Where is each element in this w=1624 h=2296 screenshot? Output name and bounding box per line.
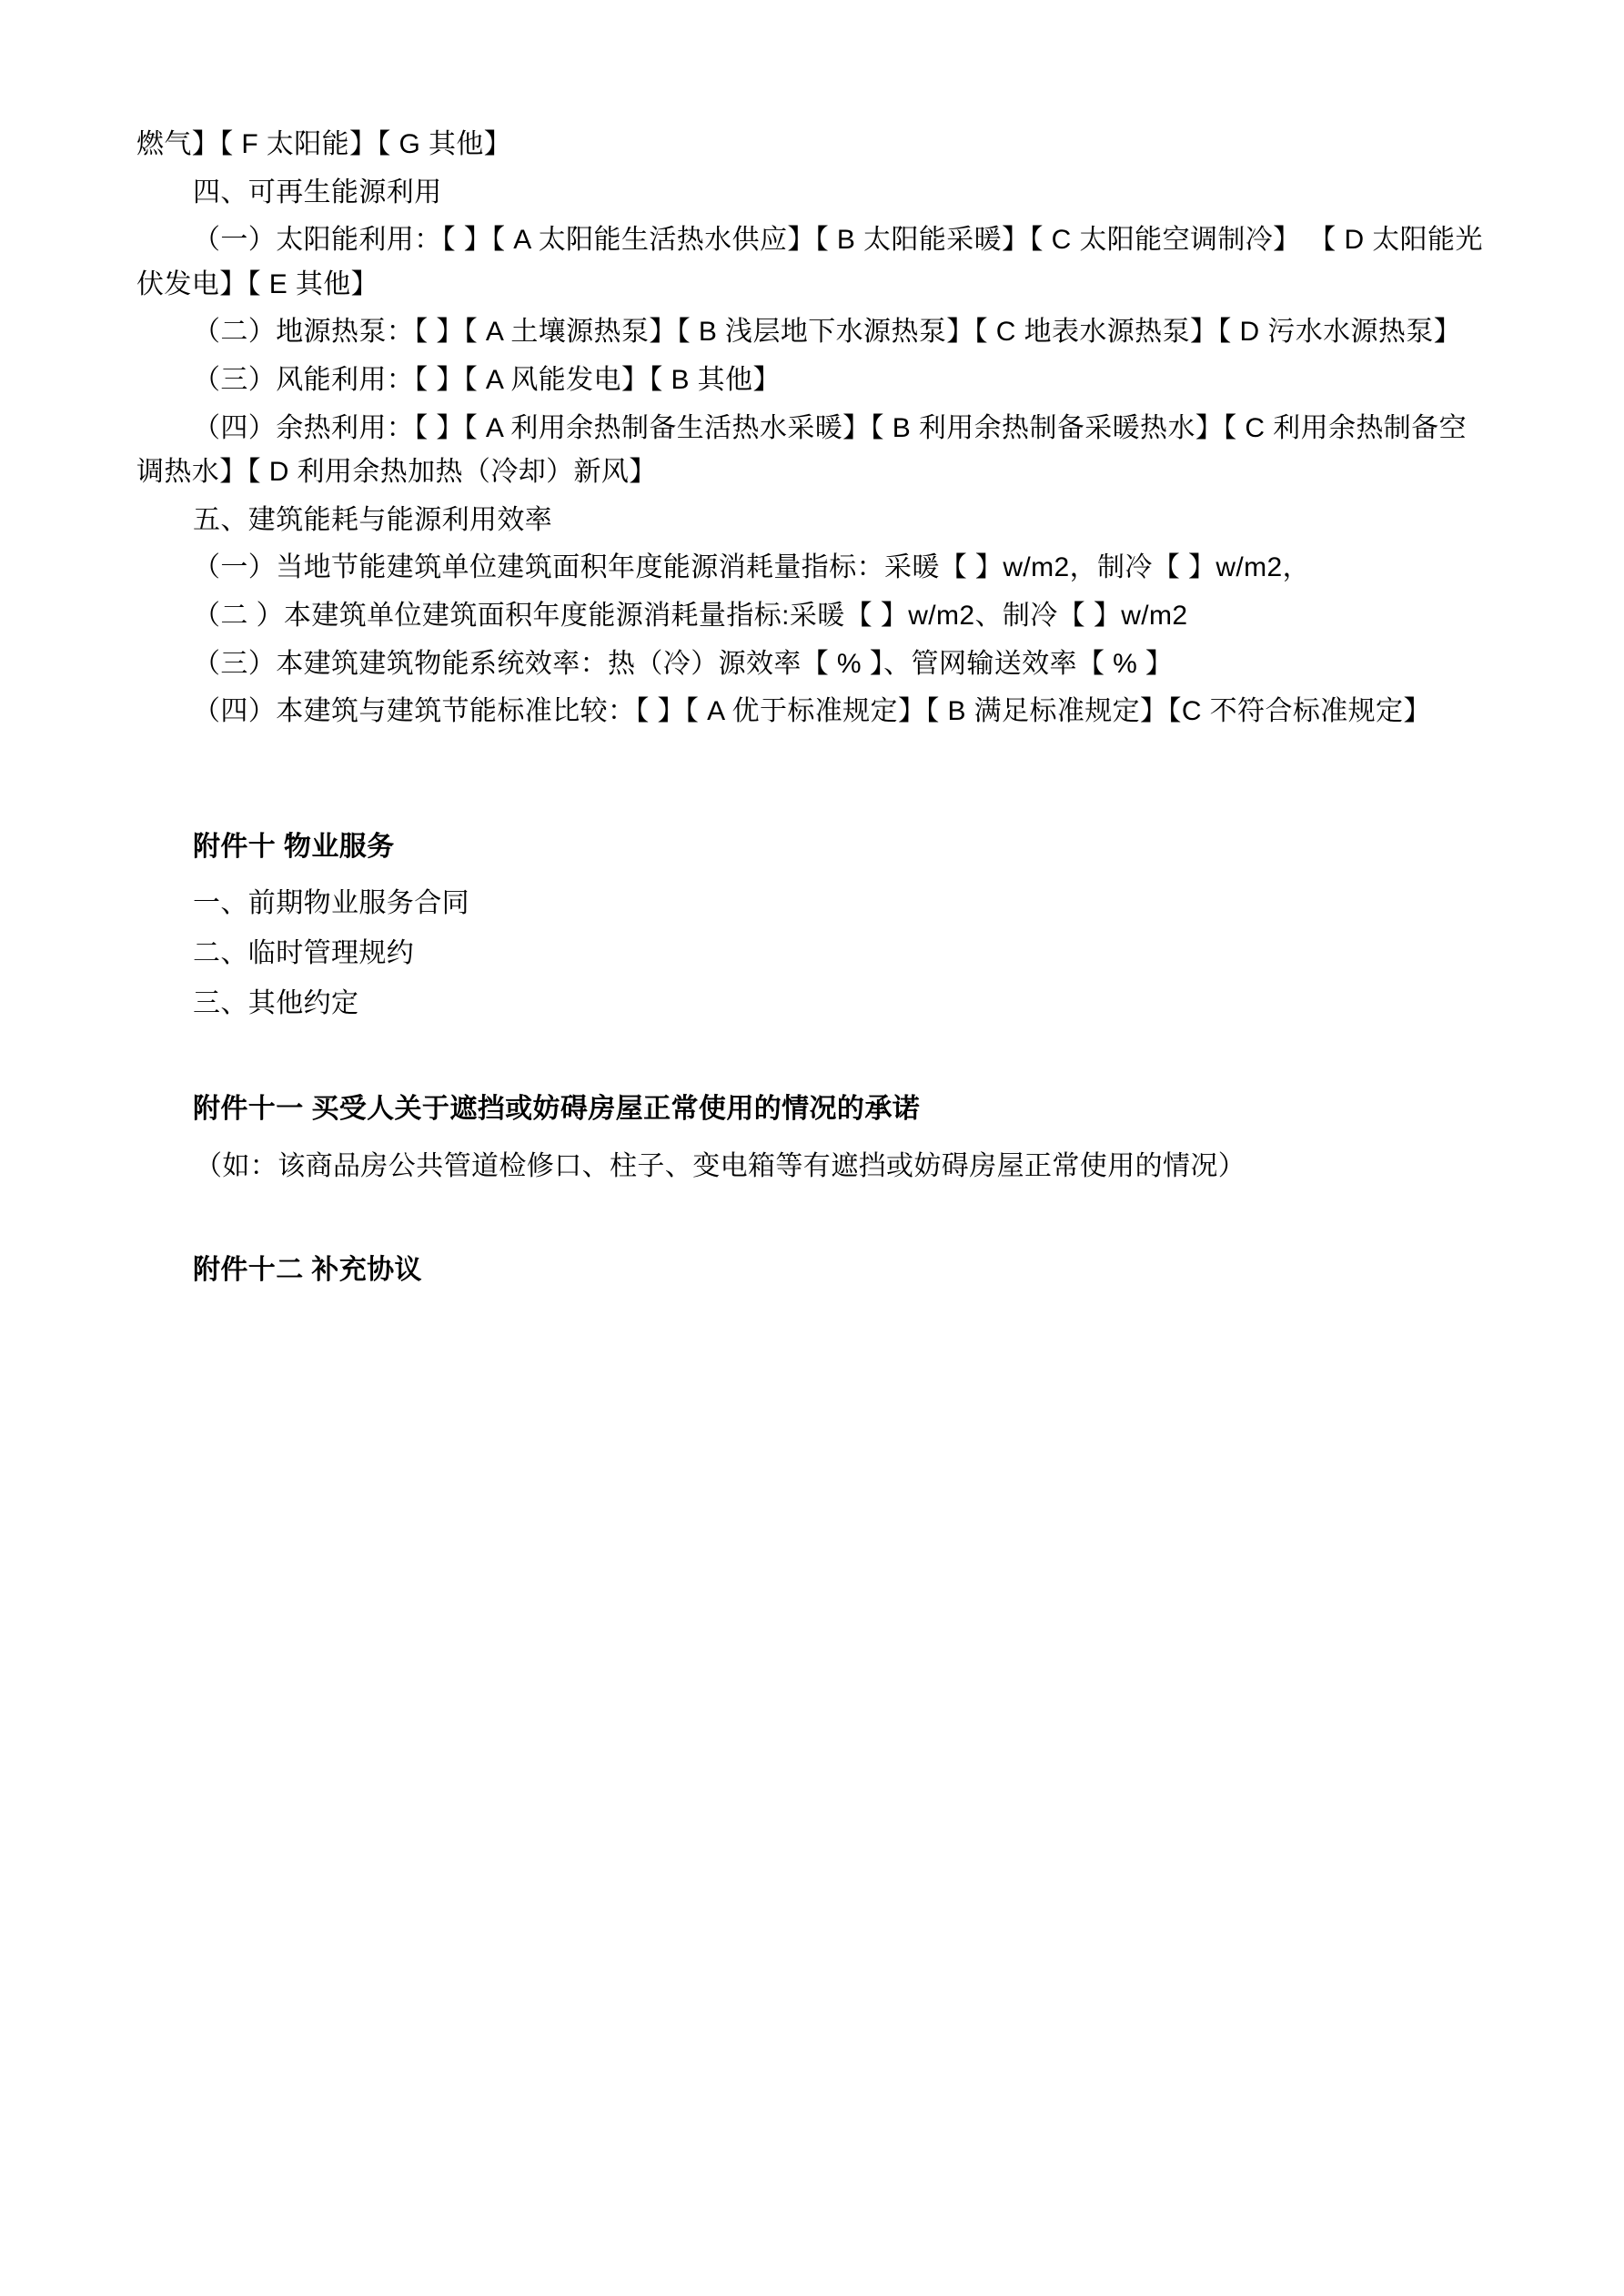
attachment-11-note: （如：该商品房公共管道检修口、柱子、变电箱等有遮挡或妨碍房屋正常使用的情况）	[195, 1150, 1246, 1181]
attachment-11-title: 附件十一 买受人关于遮挡或妨碍房屋正常使用的情况的承诺	[193, 1094, 921, 1125]
section-5-item-2: （二 ）本建筑单位建筑面积年度能源消耗量指标:采暖【 】w/m2、制冷【 】w/m2	[193, 600, 1188, 631]
section-4-item-2: （二）地源热泵：【 】【 A 土壤源热泵】【 B 浅层地下水源热泵】【 C 地表水源热泵】【 D 污水水源热泵】	[193, 317, 1462, 348]
section-4-item-1: （一）太阳能利用：【 】【 A 太阳能生活热水供应】【 B 太阳能采暖】【 C 太阳能空调制冷】 【 D 太阳能光伏发电】【 E 其他】	[136, 225, 1483, 299]
section-4-item-4: （四）余热利用：【 】【 A 利用余热制备生活热水采暖】【 B 利用余热制备采暖热水】【 C 利用余热制备空调热水】【 D 利用余热加热（冷却）新风】	[136, 412, 1467, 488]
section-heading-4: 四、可再生能源利用	[193, 177, 442, 207]
attachment-10-title: 附件十 物业服务	[193, 831, 395, 862]
attachment-10-item-2: 二、临时管理规约	[193, 937, 415, 968]
spacer-before-attachment-11	[136, 1031, 1488, 1087]
attachment-12-title: 附件十二 补充协议	[193, 1255, 422, 1286]
attachment-10-item-3: 三、其他约定	[193, 987, 359, 1018]
section-5-item-4: （四）本建筑与建筑节能标准比较：【 】【 A 优于标准规定】【 B 满足标准规定】【C 不符合标准规定】	[193, 696, 1431, 727]
spacer-before-attachment-10	[136, 738, 1488, 825]
section-heading-5: 五、建筑能耗与能源利用效率	[193, 504, 553, 535]
section-5-item-1: （一）当地节能建筑单位建筑面积年度能源消耗量指标：采暖【 】w/m2，制冷【 】w/m2，	[193, 552, 1311, 583]
attachment-10-item-1: 一、前期物业服务合同	[193, 888, 469, 919]
spacer-before-attachment-12	[136, 1192, 1488, 1249]
document-body	[136, 123, 1488, 1293]
continued-paragraph: 燃气】【 F 太阳能】【 G 其他】	[136, 129, 512, 159]
section-5-item-3: （三）本建筑建筑物能系统效率：热（冷）源效率【 % 】、管网输送效率【 % 】	[193, 648, 1174, 679]
section-4-item-3: （三）风能利用：【 】【 A 风能发电】【 B 其他】	[193, 364, 781, 395]
